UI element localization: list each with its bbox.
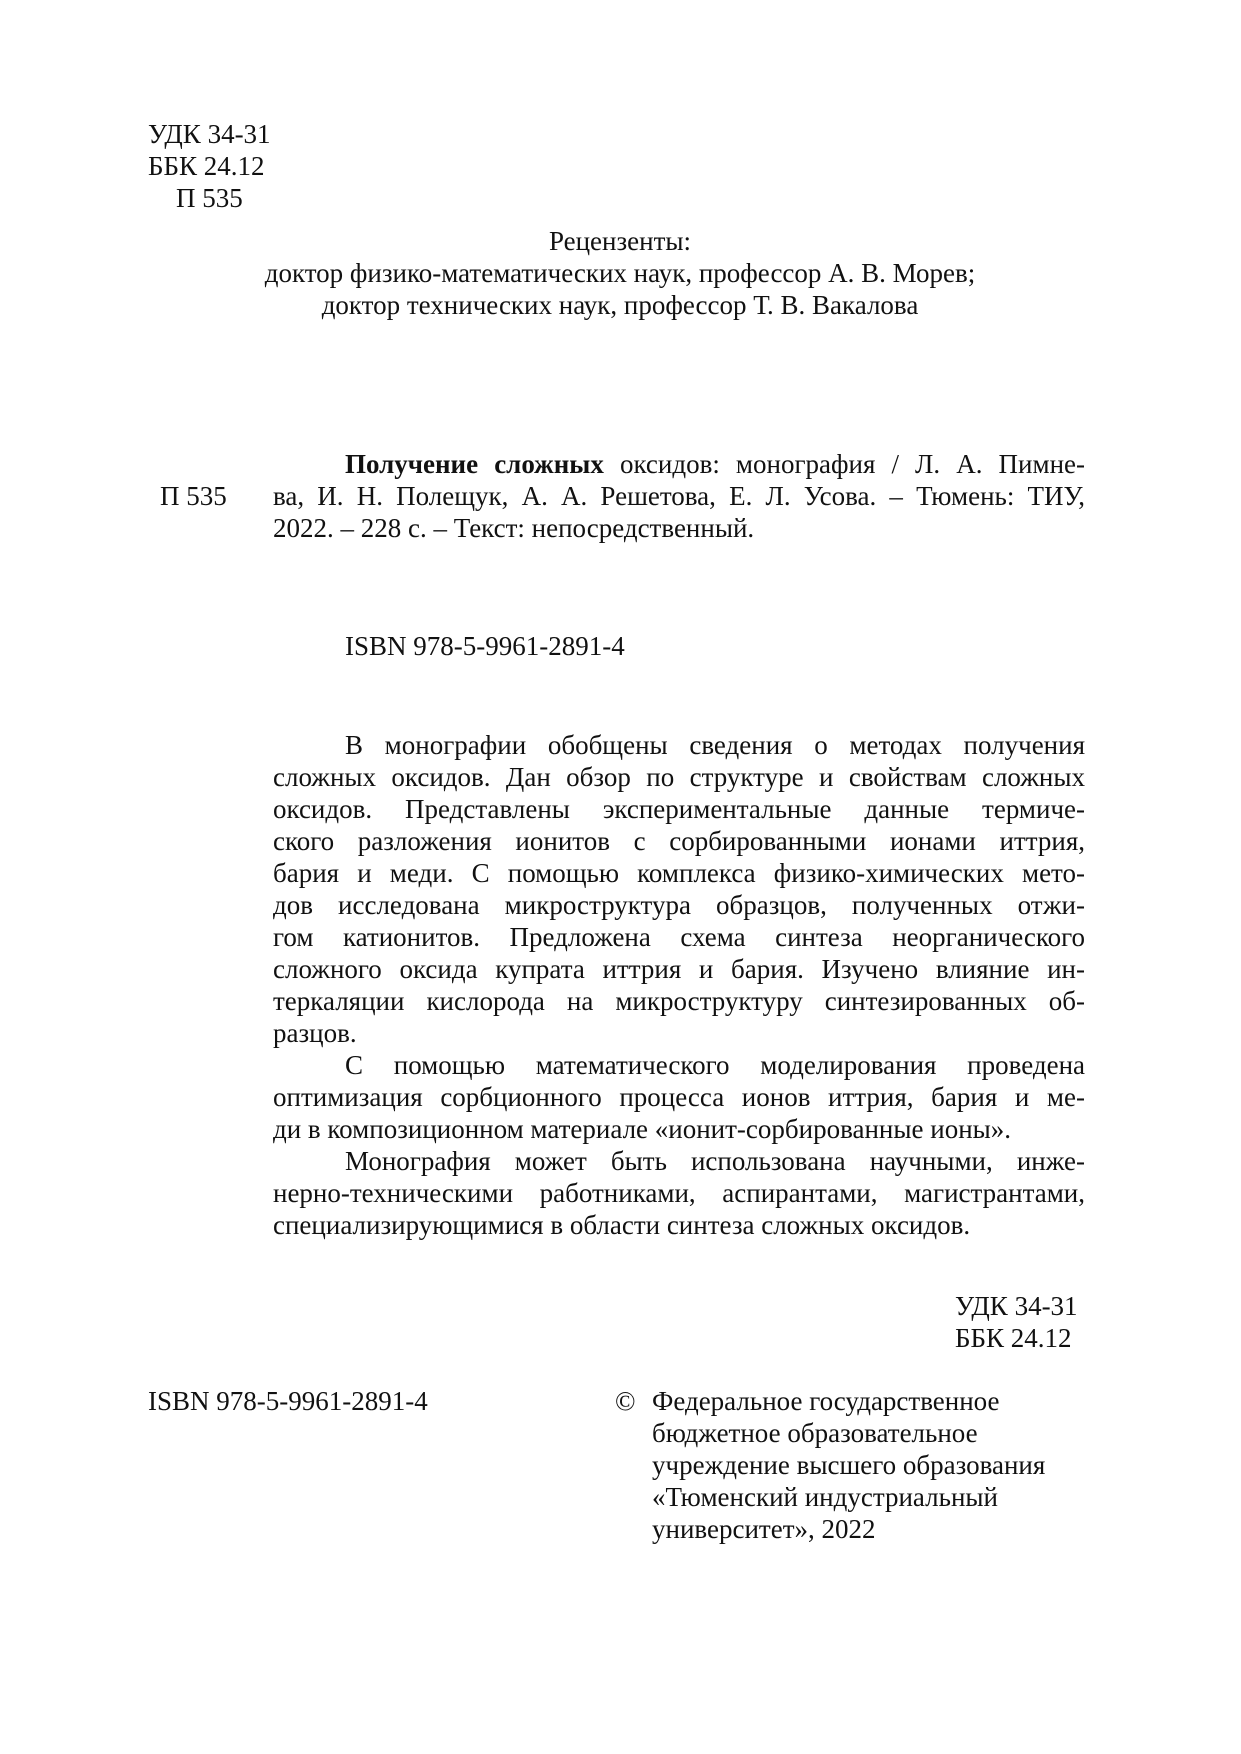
abstract-p1-line: дов исследована микроструктура образцов, полученных отжи-: [273, 890, 1085, 920]
isbn-footer: ISBN 978-5-9961-2891-4: [148, 1386, 428, 1416]
abstract-p2-line: оптимизация сорбционного процесса ионов иттрия, бария и ме-: [273, 1082, 1085, 1112]
reviewers-heading: Рецензенты:: [548, 226, 692, 256]
classification-bottom: [955, 1290, 1078, 1354]
bbk-code-bottom: ББК 24.12: [955, 1323, 1072, 1353]
udk-code: УДК 34-31: [148, 119, 271, 149]
abstract: [273, 729, 1085, 1241]
abstract-p1-line: оксидов. Представлены экспериментальные данные термиче-: [273, 794, 1085, 824]
abstract-p1-line: В монографии обобщены сведения о методах получения: [345, 730, 1085, 760]
abstract-p3-line: специализирующимися в области синтеза сложных оксидов.: [273, 1210, 971, 1240]
copyright-symbol: ©: [615, 1386, 636, 1416]
bibliographic-line-2: ва, И. Н. Полещук, А. А. Решетова, Е. Л. Усова. – Тюмень: ТИУ,: [273, 481, 1085, 511]
bibliographic-line-3: 2022. – 228 с. – Текст: непосредственный.: [273, 513, 755, 543]
abstract-p2-line: ди в композиционном материале «ионит-сорбированные ионы».: [273, 1114, 1012, 1144]
abstract-p1-line: разцов.: [273, 1018, 357, 1048]
copyright-line: бюджетное образовательное: [652, 1418, 978, 1448]
abstract-p2-line: С помощью математического моделирования проведена: [345, 1050, 1085, 1080]
abstract-p1-line: гом катионитов. Предложена схема синтеза неорганического: [273, 922, 1085, 952]
abstract-p1-line: ского разложения ионитов с сорбированными ионами иттрия,: [273, 826, 1085, 856]
bibliographic-line-1-rest: оксидов: монография / Л. А. Пимне-: [603, 449, 1086, 479]
copyright-holder: [652, 1385, 1045, 1545]
copyright-line: Федеральное государственное: [652, 1386, 1000, 1416]
author-mark: П 535: [176, 183, 243, 213]
abstract-p3-line: нерно-техническими работниками, аспирантами, магистрантами,: [273, 1178, 1085, 1208]
abstract-p3-line: Монография может быть использована научными, инже-: [345, 1146, 1085, 1176]
copyright-line: учреждение высшего образования: [652, 1450, 1046, 1480]
reviewer-1: доктор физико-математических наук, профессор А. В. Морев;: [264, 258, 976, 288]
abstract-p1-line: сложного оксида купрата иттрия и бария. Изучено влияние ин-: [273, 954, 1085, 984]
bibliographic-mark: П 535: [160, 481, 227, 511]
reviewer-2: доктор технических наук, профессор Т. В. Вакалова: [321, 290, 919, 320]
classification-top: [148, 118, 271, 214]
abstract-p1-line: теркаляции кислорода на микроструктуру синтезированных об-: [273, 986, 1085, 1016]
bibliographic-record: [273, 448, 1085, 544]
abstract-p1-line: бария и меди. С помощью комплекса физико-химических мето-: [273, 858, 1085, 888]
reviewers: [150, 225, 1090, 321]
bbk-code: ББК 24.12: [148, 151, 265, 181]
isbn-main: ISBN 978-5-9961-2891-4: [345, 631, 625, 661]
copyright-line: университет», 2022: [652, 1514, 876, 1544]
copyright-line: «Тюменский индустриальный: [652, 1482, 998, 1512]
bibliographic-line-1: [273, 448, 1085, 480]
abstract-p1-line: сложных оксидов. Дан обзор по структуре и свойствам сложных: [273, 762, 1085, 792]
book-title-bold: Получение сложных: [345, 449, 604, 479]
udk-code-bottom: УДК 34-31: [955, 1291, 1078, 1321]
